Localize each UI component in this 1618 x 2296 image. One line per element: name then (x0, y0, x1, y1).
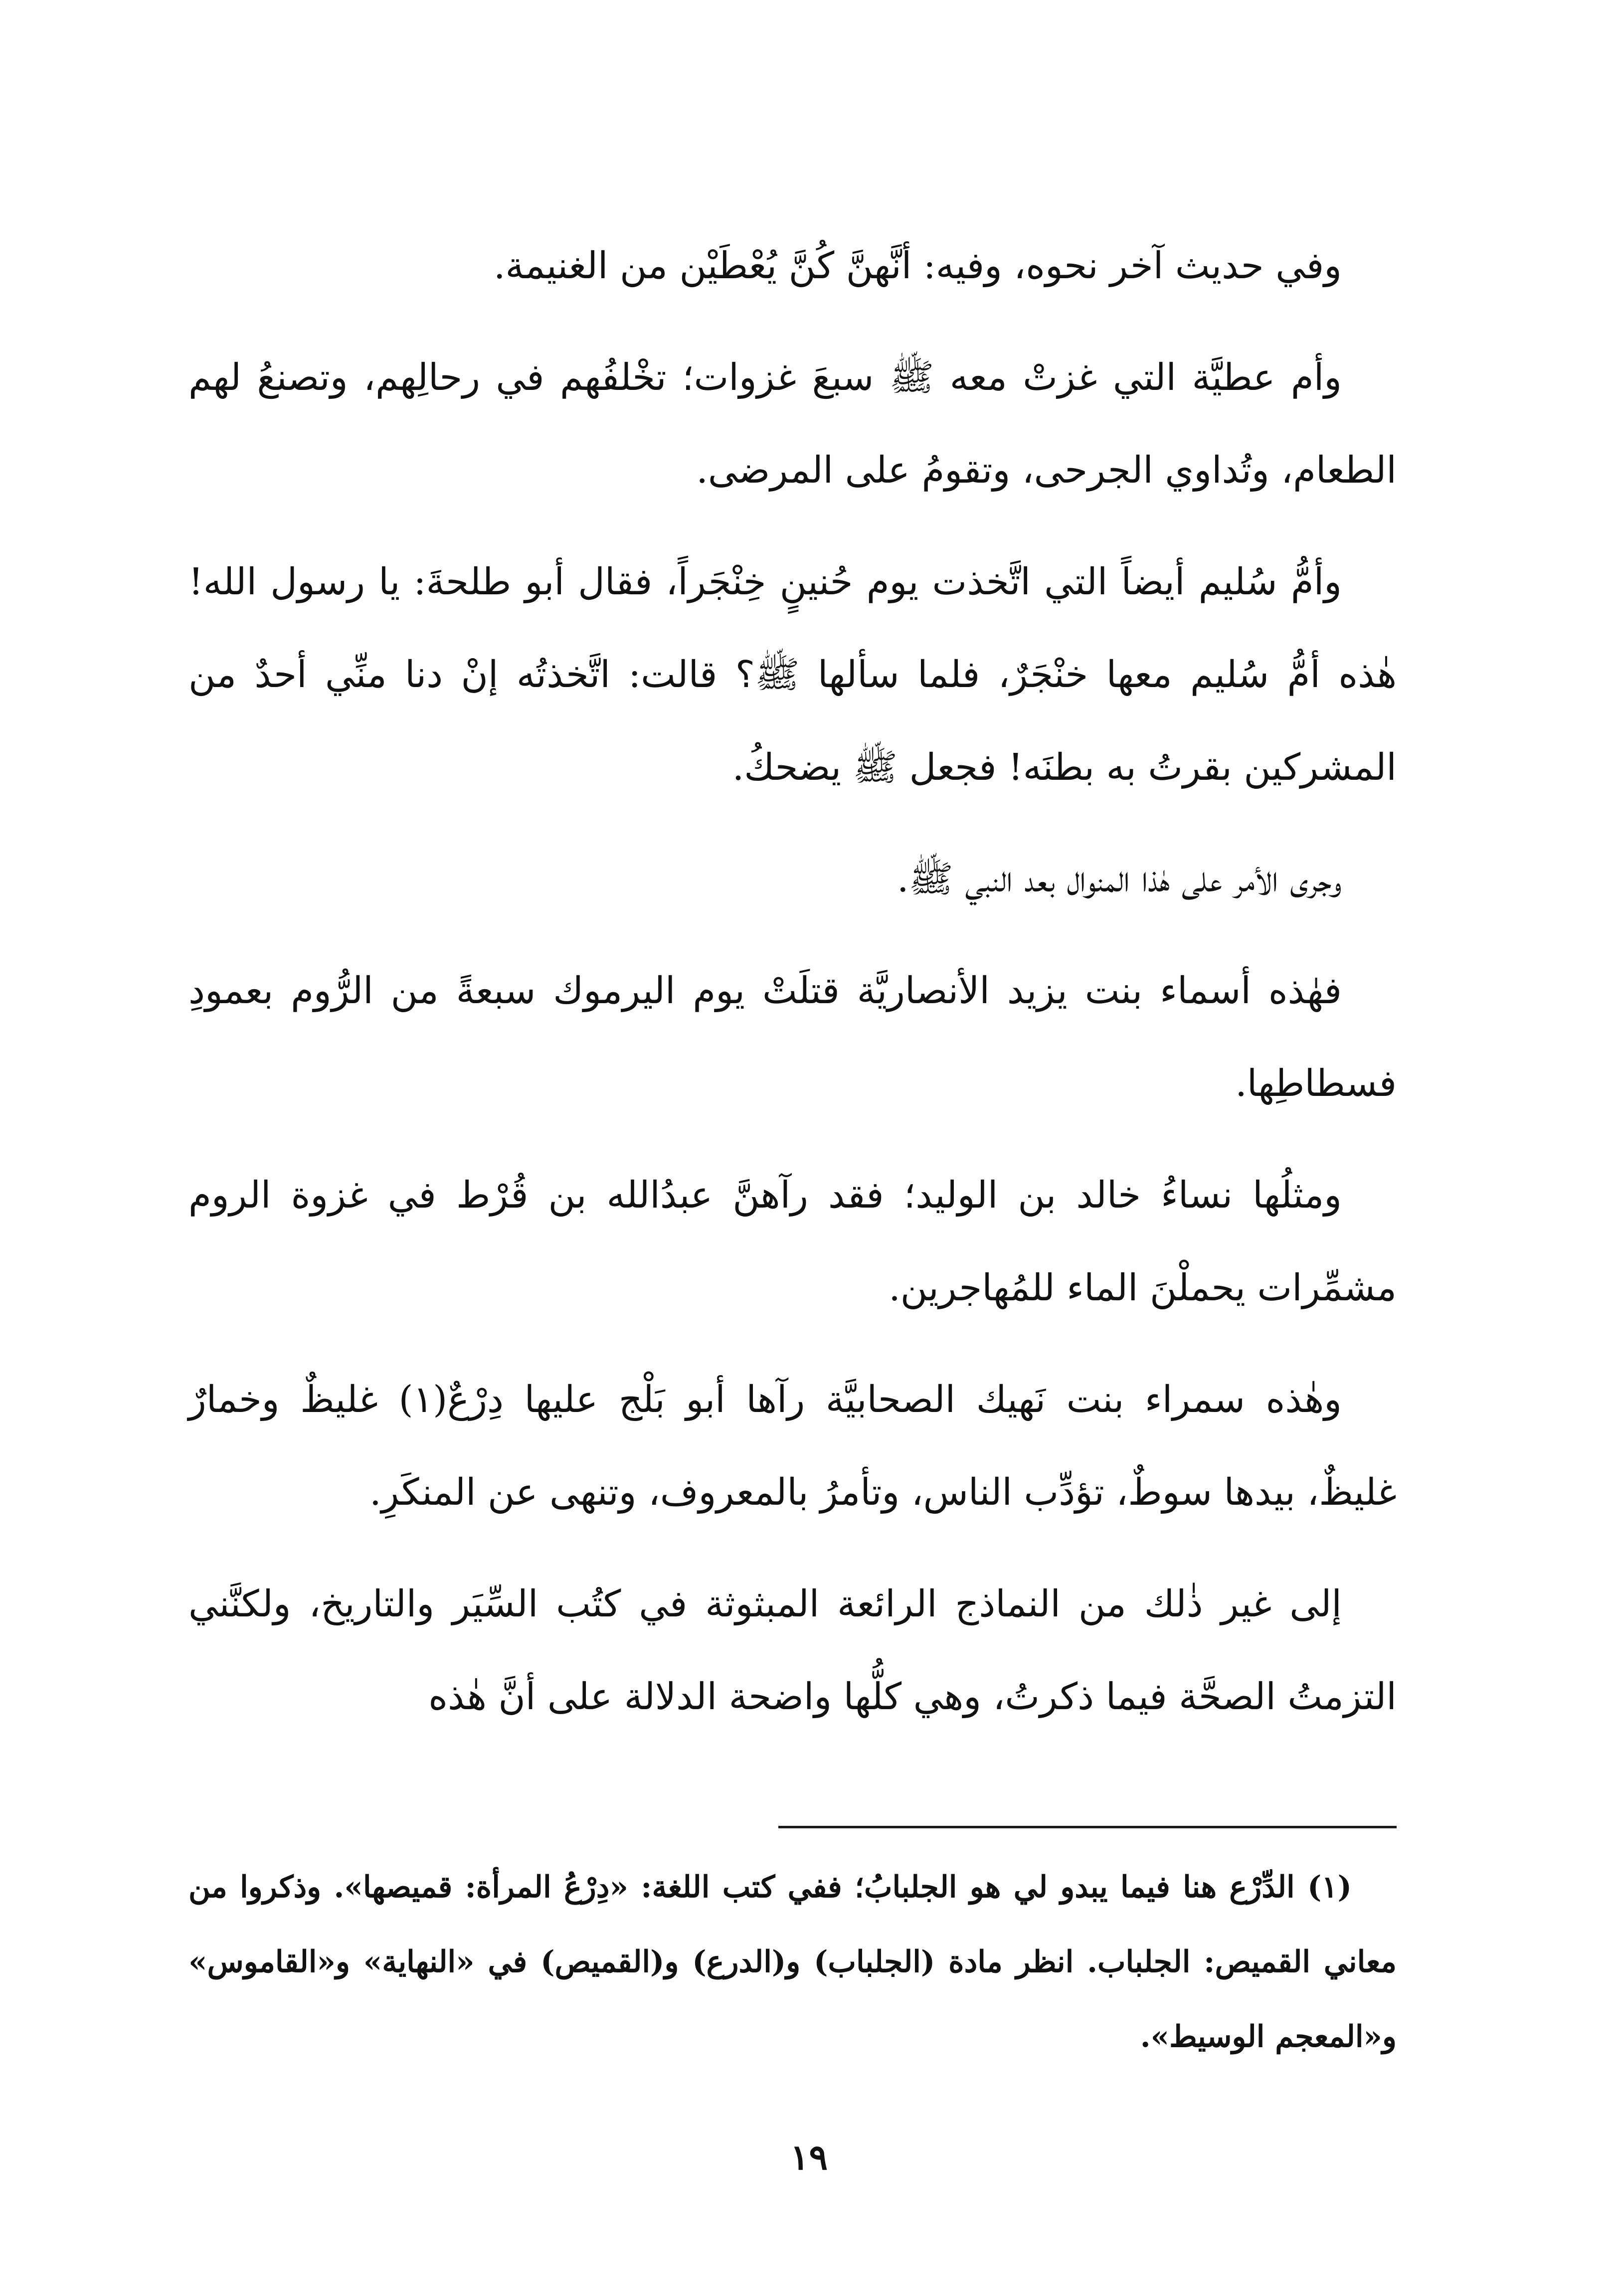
paragraph: إلى غير ذٰلك من النماذج الرائعة المبثوثة في كتُب السِّيَر والتاريخ، ولكنَّني التزمتُ الصحَّة فيما ذكرتُ، وهي كلُّها واضحة الدلالة على أنَّ هٰذه (188, 1583, 1397, 1718)
paragraph: فهٰذه أسماء بنت يزيد الأنصاريَّة قتلَتْ يوم اليرموك سبعةً من الرُّوم بعمودِ فسطاطِها. (188, 969, 1397, 1105)
paragraph: وأم عطيَّة التي غزتْ معه ﷺ سبعَ غزوات؛ تخْلفُهم في رحالِهم، وتصنعُ لهم الطعام، وتُداوي الجرحى، وتقومُ على المرضى. (188, 356, 1397, 492)
paragraph: وفي حديث آخر نحوه، وفيه: أنَّهنَّ كُنَّ يُعْطَيْن من الغنيمة. (494, 244, 1342, 287)
paragraph: وأمُّ سُليم أيضاً التي اتَّخذت يوم حُنينٍ خِنْجَراً، فقال أبو طلحةَ: يا رسول الله! هٰذه أمُّ سُليم معها خنْجَرٌ، فلما سألها ﷺ؟ قالت: اتَّخذتُه إنْ دنا منِّي أحدٌ من المشركين بقرتُ به بطنَه! فجعل ﷺ يضحكُ. (188, 560, 1397, 789)
footnote-separator (778, 1826, 1397, 1828)
page-number: ١٩ (790, 2136, 828, 2178)
footnote: (١) الدِّرْع هنا فيما يبدو لي هو الجلبابُ؛ ففي كتب اللغة: «دِرْعُ المرأة: قميصها». وذكروا من معاني القميص: الجلباب. انظر مادة (الجلباب) و(الدرع) و(القميص) في «النهاية» و«القاموس» و«المعجم الوسيط». (188, 1870, 1397, 2054)
main-text (188, 219, 1397, 1762)
footnotes (188, 1850, 1397, 2074)
paragraph: ومثلُها نساءُ خالد بن الوليد؛ فقد رآهنَّ عبدُالله بن قُرْط في غزوة الروم مشمِّرات يحملْنَ الماء للمُهاجرين. (188, 1174, 1397, 1309)
paragraph: وهٰذه سمراء بنت نَهيك الصحابيَّة رآها أبو بَلْج عليها دِرْعٌ(١) غليظٌ وخمارٌ غليظٌ، بيدها سوطٌ، تؤدِّب الناس، وتأمرُ بالمعروف، وتنهى عن المنكَرِ. (188, 1378, 1397, 1514)
paragraph: وجرى الأمر على هٰذا المنوال بعد النبي ﷺ. (897, 858, 1342, 900)
